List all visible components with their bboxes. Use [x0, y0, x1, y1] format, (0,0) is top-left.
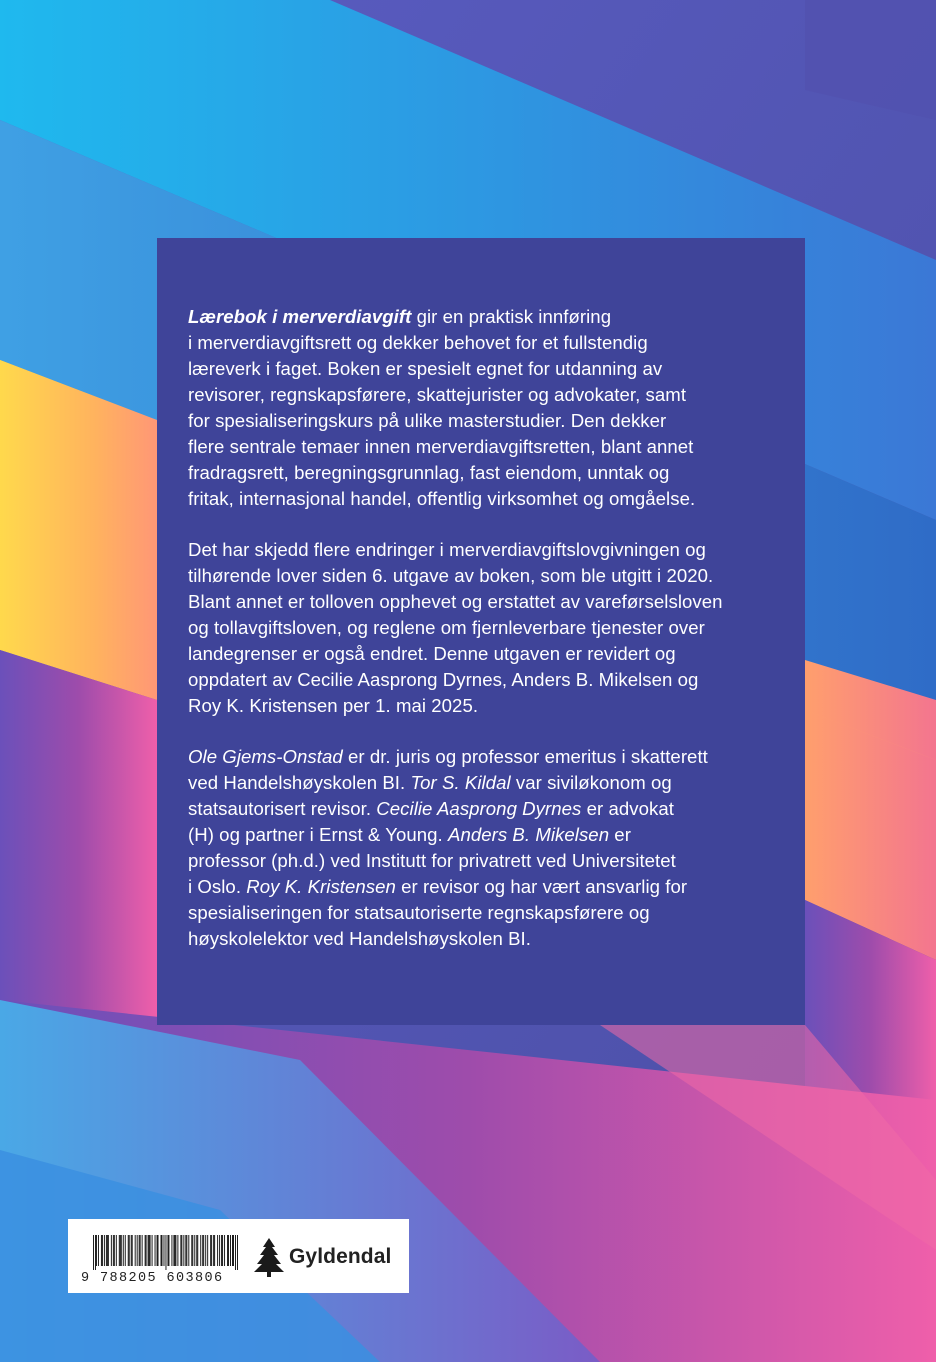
- text-segment: statsautorisert revisor.: [188, 798, 377, 819]
- description-paragraph: [188, 304, 775, 512]
- text-line: høyskolelektor ved Handelshøyskolen BI.: [188, 928, 531, 949]
- text-line: Blant annet er tolloven opphevet og erstattet av vareførselsloven: [188, 591, 723, 612]
- text-line: fradragsrett, beregningsgrunnlag, fast eiendom, unntak og: [188, 462, 670, 483]
- author-name: Tor S. Kildal: [410, 772, 511, 793]
- barcode-publisher-box: [68, 1219, 409, 1293]
- isbn-number: 9 788205 603806: [81, 1271, 224, 1286]
- text-line: fritak, internasjonal handel, offentlig virksomhet og omgåelse.: [188, 488, 696, 509]
- text-segment: gir en praktisk innføring: [411, 306, 612, 327]
- text-line: for spesialiseringskurs på ulike masterstudier. Den dekker: [188, 410, 667, 431]
- text-segment: (H) og partner i Ernst & Young.: [188, 824, 448, 845]
- text-segment: er: [609, 824, 631, 845]
- text-segment: er dr. juris og professor emeritus i skatterett: [342, 746, 708, 767]
- text-line: oppdatert av Cecilie Aasprong Dyrnes, Anders B. Mikelsen og: [188, 669, 699, 690]
- edition-paragraph: [188, 537, 775, 719]
- barcode: [93, 1235, 238, 1270]
- text-line: flere sentrale temaer innen merverdiavgiftsretten, blant annet: [188, 436, 694, 457]
- text-line: Roy K. Kristensen per 1. mai 2025.: [188, 695, 479, 716]
- text-line: tilhørende lover siden 6. utgave av boken, som ble utgitt i 2020.: [188, 565, 714, 586]
- text-line: Det har skjedd flere endringer i merverdiavgiftslovgivningen og: [188, 539, 706, 560]
- author-name: Ole Gjems-Onstad: [188, 746, 343, 767]
- book-title: Lærebok i merverdiavgift: [188, 306, 412, 327]
- author-name: Anders B. Mikelsen: [448, 824, 610, 845]
- text-segment: var siviløkonom og: [510, 772, 672, 793]
- publisher-name: Gyldendal: [289, 1245, 392, 1268]
- text-line: i merverdiavgiftsrett og dekker behovet for et fullstendig: [188, 332, 648, 353]
- text-line: spesialiseringen for statsautoriserte regnskapsførere og: [188, 902, 650, 923]
- text-line: revisorer, regnskapsførere, skattejurister og advokater, samt: [188, 384, 687, 405]
- text-segment: er advokat: [581, 798, 674, 819]
- text-line: professor (ph.d.) ved Institutt for privatrett ved Universitetet: [188, 850, 676, 871]
- text-line: landegrenser er også endret. Denne utgaven er revidert og: [188, 643, 676, 664]
- authors-paragraph: [188, 744, 775, 952]
- author-name: Cecilie Aasprong Dyrnes: [376, 798, 582, 819]
- text-segment: ved Handelshøyskolen BI.: [188, 772, 411, 793]
- tree-icon: [252, 1237, 286, 1277]
- description-panel: [157, 238, 805, 1025]
- text-line: læreverk i faget. Boken er spesielt egnet for utdanning av: [188, 358, 663, 379]
- author-name: Roy K. Kristensen: [246, 876, 396, 897]
- text-line: og tollavgiftsloven, og reglene om fjernleverbare tjenester over: [188, 617, 705, 638]
- text-segment: i Oslo.: [188, 876, 247, 897]
- text-segment: er revisor og har vært ansvarlig for: [395, 876, 688, 897]
